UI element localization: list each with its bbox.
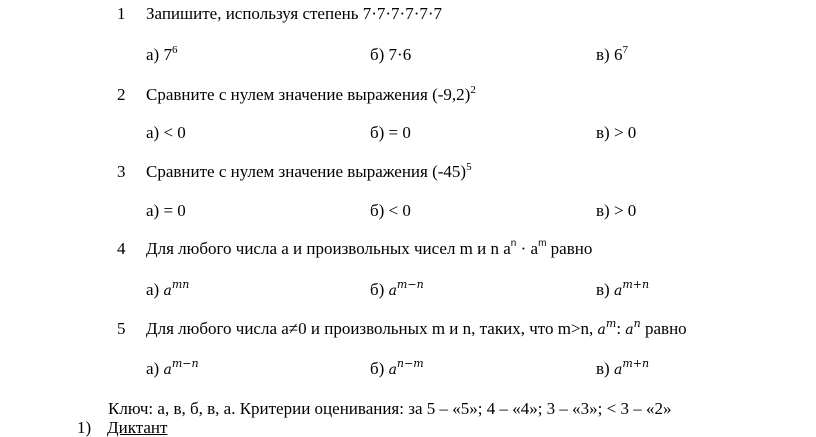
question-1-option-b: б) 7·6 — [370, 45, 412, 64]
question-1-text: Запишите, используя степень 7·7·7·7·7·7 — [146, 4, 443, 23]
question-1-number: 1 — [117, 4, 126, 23]
question-2-number: 2 — [117, 85, 126, 104]
question-3-option-b: б) < 0 — [370, 201, 411, 220]
question-4-number: 4 — [117, 239, 126, 258]
question-2-option-b: б) = 0 — [370, 123, 411, 142]
question-2-option-c: в) > 0 — [596, 123, 637, 142]
question-3-option-a: а) = 0 — [146, 201, 186, 220]
section-number: 1) — [77, 418, 92, 437]
question-5-option-b: б) $a^{n-m}$ — [370, 357, 424, 378]
question-2-option-a: а) < 0 — [146, 123, 186, 142]
question-3-option-c: в) > 0 — [596, 201, 637, 220]
question-1-option-a: а) $7^6$ — [146, 44, 178, 64]
question-5-text: Для любого числа a≠0 и произвольных m и n, таких, что m>n, $a^m$: $a^n$ равно — [146, 317, 687, 338]
answer-key: Ключ: а, в, б, в, а. Критерии оценивания: за 5 – «5»; 4 – «4»; 3 – «3»; < 3 – «2» — [108, 399, 672, 418]
question-4-option-c: в) $a^{m+n}$ — [596, 278, 650, 299]
question-4-option-a: а) $a^{mn}$ — [146, 278, 190, 299]
question-3-number: 3 — [117, 162, 126, 181]
question-2-text: Сравните с нулем значение выражения $(-9,2)^2$ — [146, 84, 476, 104]
question-4-option-b: б) $a^{m-n}$ — [370, 278, 424, 299]
question-5-option-a: а) $a^{m-n}$ — [146, 357, 199, 378]
question-1-option-c: в) $6^7$ — [596, 44, 628, 64]
section-title: Диктант — [107, 418, 168, 437]
question-4-text: Для любого числа а и произвольных чисел m и n $a^n \cdot a^m$ равно — [146, 238, 593, 258]
question-5-option-c: в) $a^{m+n}$ — [596, 357, 650, 378]
question-5-number: 5 — [117, 319, 126, 338]
question-3-text: Сравните с нулем значение выражения $(-45)^5$ — [146, 161, 472, 181]
